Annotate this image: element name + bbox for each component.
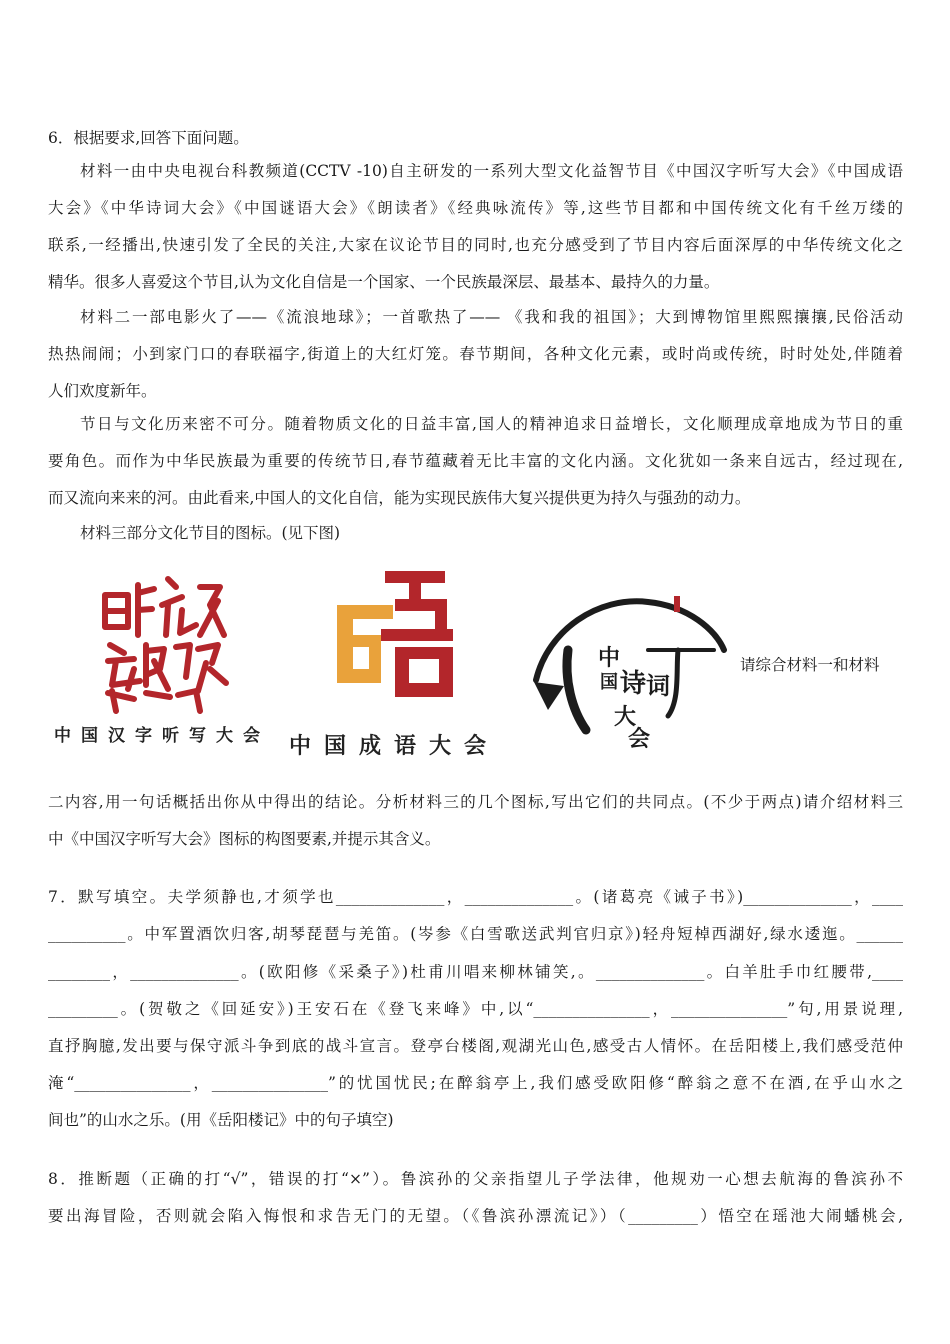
- material-1-line: 大会》《中华诗词大会》《中国谜语大会》《朗读者》《经典咏流传》等,这些节目都和中国传统文化有千丝万缕的: [48, 199, 903, 217]
- shici-brush-icon: [528, 590, 728, 760]
- question-6-tail-line: 中《中国汉字听写大会》图标的构图要素,并提示其含义。: [48, 830, 441, 848]
- question-7-line: 间也”的山水之乐。(用《岳阳楼记》中的句子填空): [48, 1111, 394, 1129]
- poetry-conference-logo: [528, 590, 728, 760]
- material-1-line: 精华。很多人喜爱这个节目,认为文化自信是一个国家、一个民族最深层、最基本、最持久的力量。: [48, 273, 720, 291]
- question-7-line: 淹“_______________，_______________”的忧国忧民;在醉翁亭上,我们感受欧阳修“醉翁之意不在酒,在乎山水之: [48, 1074, 903, 1092]
- material-2b-line: 要角色。而作为中华民族最为重要的传统节日,春节蕴藏着无比丰富的文化内涵。文化犹如一条来自远古，经过现在,: [48, 452, 903, 470]
- material-2-line: 材料二一部电影火了——《流浪地球》；一首歌热了—— 《我和我的祖国》；大到博物馆里熙熙攘攘,民俗活动: [80, 308, 903, 326]
- question-7-line: __________。中军置酒饮归客,胡琴琵琶与羌笛。(岑参《白雪歌送武判官归京》)轻舟短棹西湖好,绿水逶迤。______: [48, 925, 903, 943]
- question-8-line: 8．推断题（正确的打“√”，错误的打“×”）。鲁滨孙的父亲指望儿子学法律，他规劝一心想去航海的鲁滨孙不: [48, 1170, 903, 1188]
- material-2-line: 人们欢度新年。: [48, 382, 157, 400]
- shici-char: 中: [598, 645, 621, 671]
- hanzi-dictation-logo: [50, 565, 270, 755]
- shici-char: 大: [614, 704, 637, 730]
- idiom-conference-logo: [285, 565, 500, 760]
- shici-char: 会: [628, 726, 651, 752]
- question-7-line: 直抒胸臆,发出要与保守派斗争到底的战斗宣言。登亭台楼阁,观湖光山色,感受古人情怀。在岳阳楼上,我们感受范仲: [48, 1037, 903, 1055]
- question-6-tail-line: 二内容,用一句话概括出你从中得出的结论。分析材料三的几个图标,写出它们的共同点。(不少于两点)请介绍材料三: [48, 793, 903, 811]
- logo-side-note: 请综合材料一和材料: [740, 656, 880, 674]
- shici-char: 国: [600, 672, 618, 693]
- material-1-line: 材料一由中央电视台科教频道(CCTV -10)自主研发的一系列大型文化益智节目《中国汉字听写大会》《中国成语: [80, 162, 903, 180]
- chengyu-block-icon: [285, 565, 500, 715]
- question-8-line: 要出海冒险，否则就会陷入悔恨和求告无门的无望。（《鲁滨孙漂流记》）（_________）悟空在瑶池大闹蟠桃会,: [48, 1207, 903, 1225]
- question-6-title: 6．根据要求,回答下面问题。: [48, 129, 249, 147]
- hanzi-logo-caption: 中国汉字听写大会: [54, 726, 270, 746]
- shici-char: 词: [646, 671, 670, 700]
- material-2b-line: 而又流向来来的河。由此看来,中国人的文化自信，能为实现民族伟大复兴提供更为持久与强劲的动力。: [48, 489, 751, 507]
- question-7-line: 7．默写填空。夫学须静也,才须学也______________，______________。(诸葛亮《诫子书》)______________，____: [48, 888, 903, 906]
- material-2-line: 热热闹闹；小到家门口的春联福字,街道上的大红灯笼。春节期间，各种文化元素，或时尚或传统，时时处处,伴随着: [48, 345, 903, 363]
- shici-char: 诗: [620, 669, 647, 699]
- hanzi-calligraphy-icon: [50, 565, 265, 715]
- material-2b-line: 节日与文化历来密不可分。随着物质文化的日益丰富,国人的精神追求日益增长，文化顺理成章地成为节日的重: [80, 415, 903, 433]
- material-3-line: 材料三部分文化节目的图标。(见下图): [80, 524, 341, 542]
- question-7-line: _________。(贺敬之《回延安》)王安石在《登飞来峰》中,以“_______________，_______________”句,用景说理,: [48, 1000, 903, 1018]
- chengyu-logo-caption: 中国成语大会: [289, 734, 500, 759]
- material-1-line: 联系,一经播出,快速引发了全民的关注,大家在议论节目的同时,也充分感受到了节目内容后面深厚的中华传统文化之: [48, 236, 903, 254]
- question-7-line: ________，______________。(欧阳修《采桑子》)杜甫川唱来柳林铺笑,。______________。白羊肚手巾红腰带,____: [48, 963, 903, 981]
